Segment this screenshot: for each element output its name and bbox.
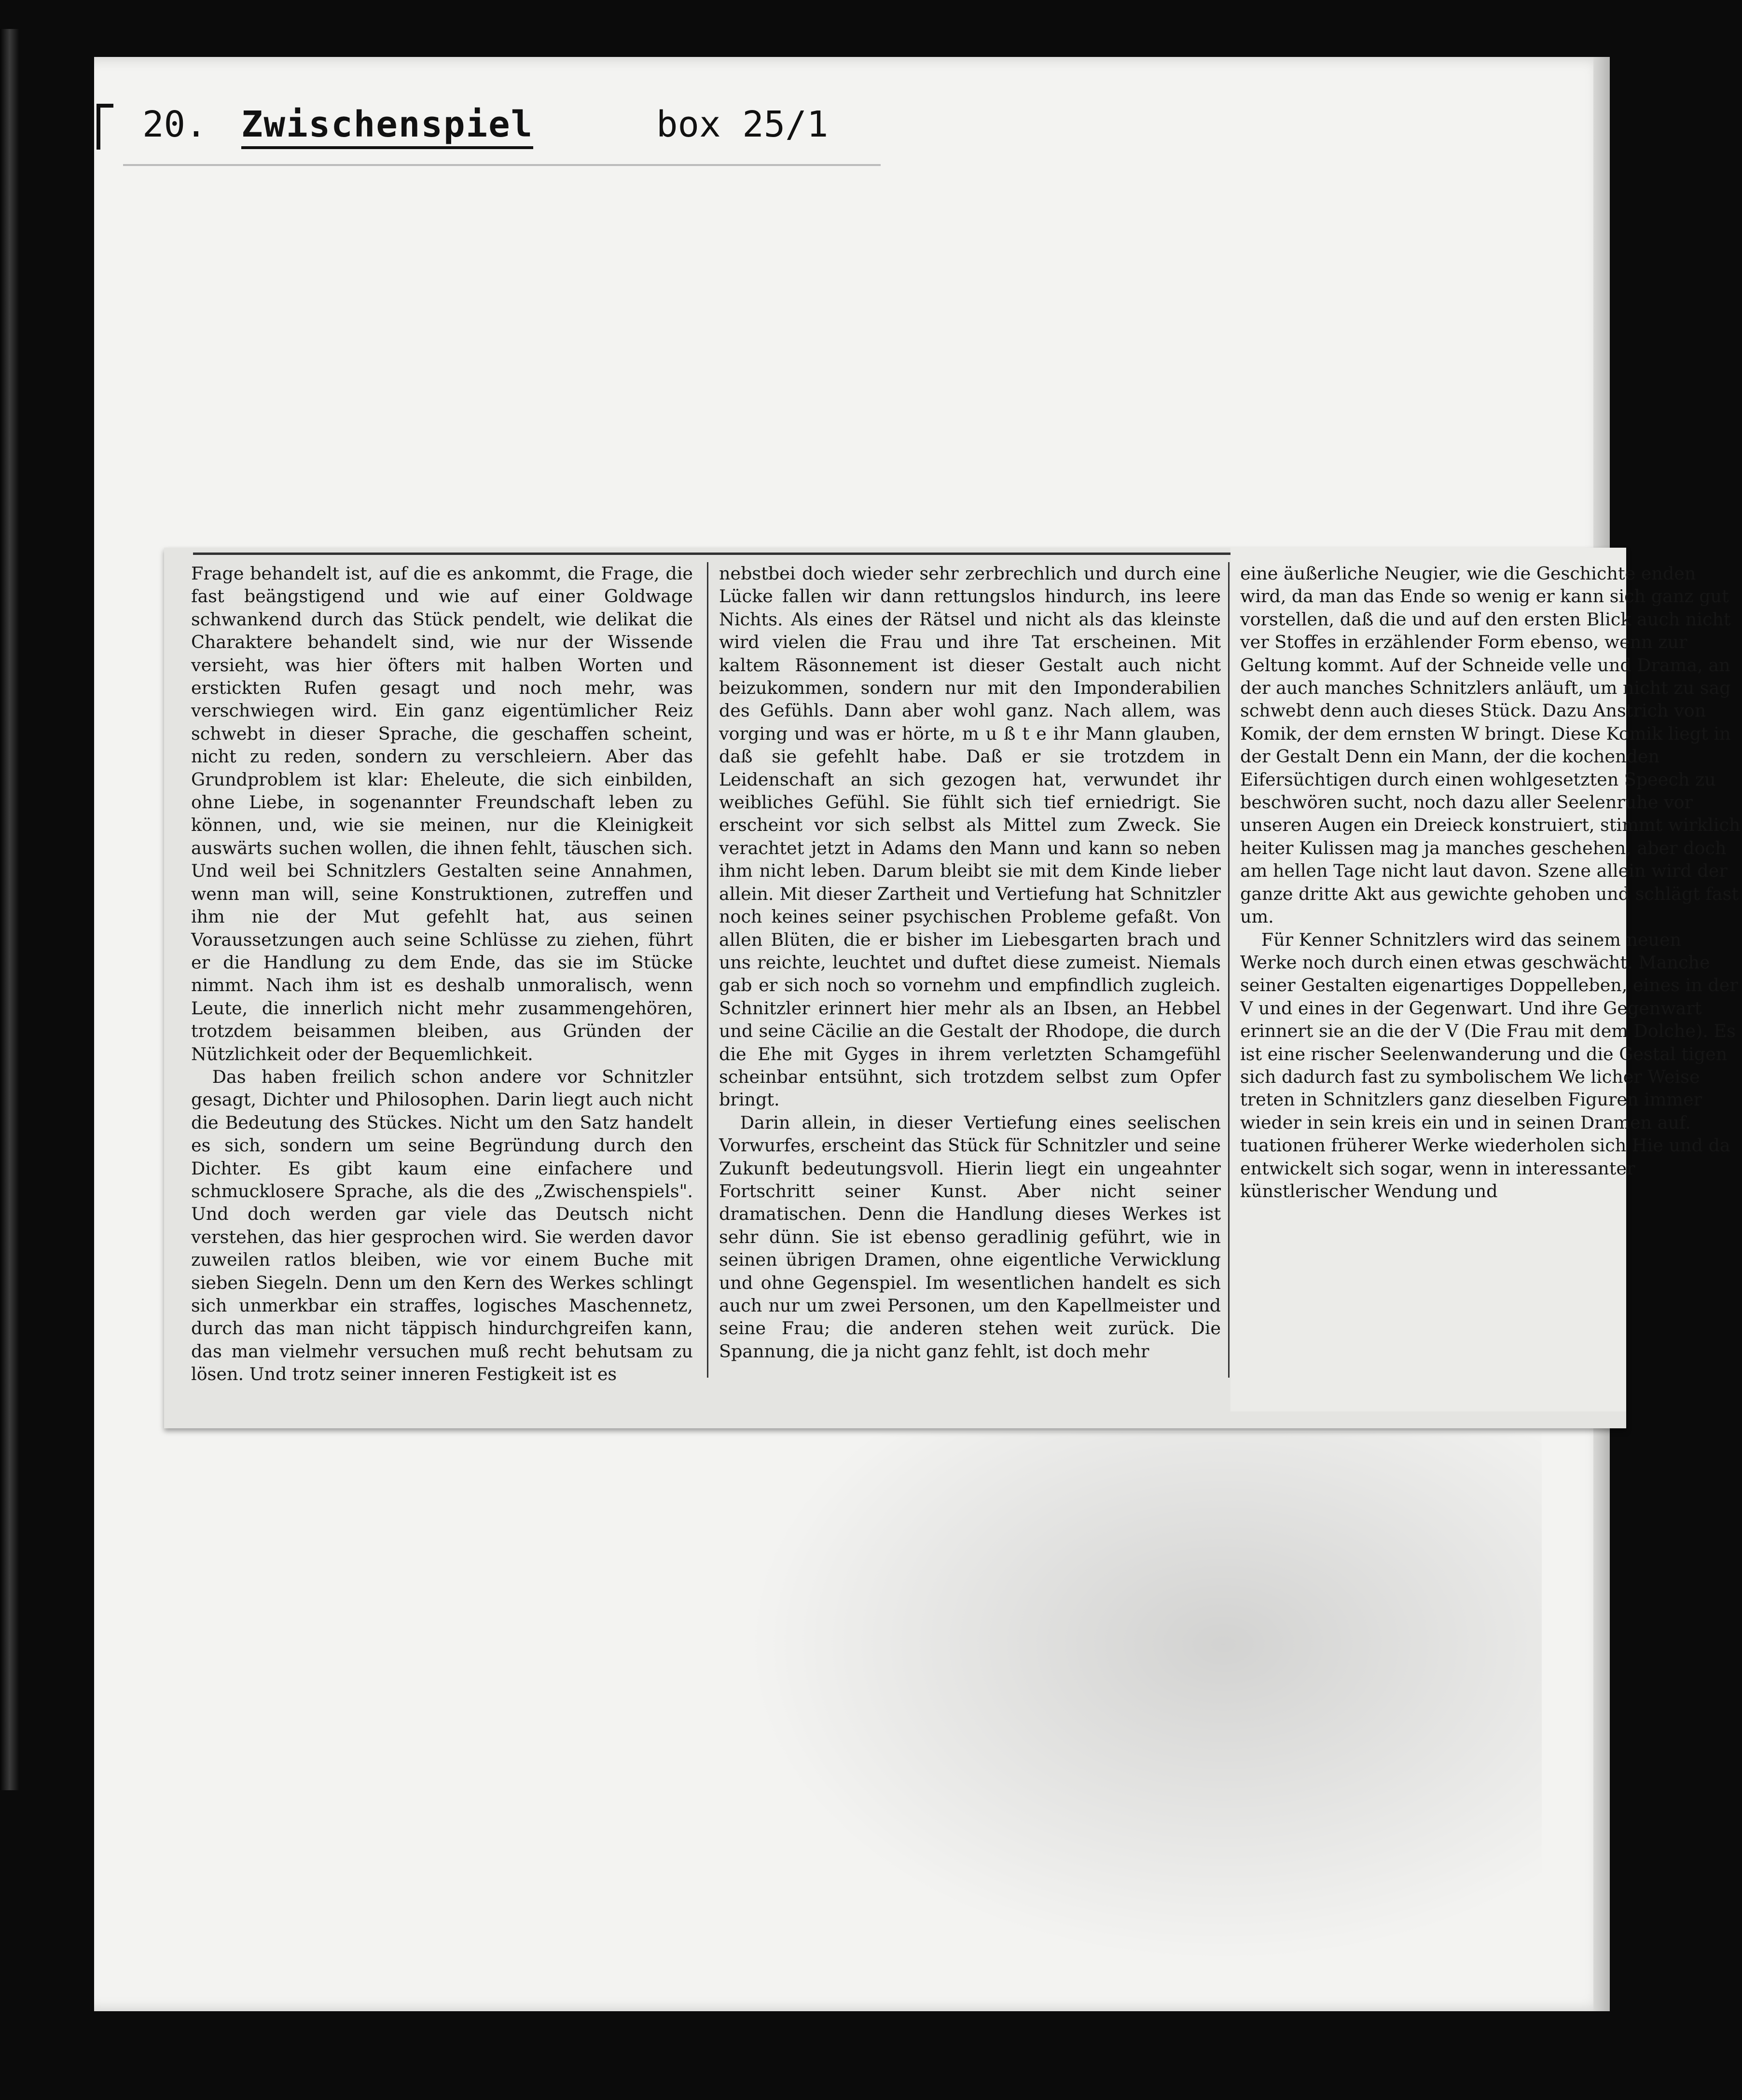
article-paragraph: Das haben freilich schon andere vor Schnitzler gesagt, Dichter und Philosophen. Darin liegt auch nicht die Bedeutung des Stückes. Nicht um den Satz handelt es sich, sondern um seine Begründung durch den Dichter. Es gibt kaum eine einfachere und schmucklosere Sprache, als die des „Zwischenspiels". Und doch werden gar viele das Deutsch nicht verstehen, das hier gesprochen wird. Sie werden davor zuweilen ratlos bleiben, wie vor einem Buche mit sieben Siegeln. Denn um den Kern des Werkes schlingt sich unmerkbar ein straffes, logisches Maschennetz, durch das man nicht täppisch hindurchgreifen kann, das man vielmehr versuchen muß recht behutsam zu lösen. Und trotz seiner inneren Festigkeit ist es	[191, 1066, 693, 1385]
article-column-1	[191, 562, 693, 1386]
archive-header	[118, 104, 829, 147]
column-divider	[1228, 562, 1230, 1378]
article-column-3	[1240, 562, 1741, 1202]
clipping-top-rule	[193, 553, 1399, 555]
folder-title: Zwischenspiel	[241, 104, 533, 149]
header-rule	[123, 164, 881, 166]
article-paragraph: nebstbei doch wieder sehr zerbrechlich und durch eine Lücke fallen wir dann rettungslos hindurch, ins leere Nichts. Als eines der Rätsel und nicht als das kleinste wird vielen die Frau und ihre Tat erscheinen. Mit kaltem Räsonnement ist dieser Gestalt auch nicht beizukommen, sondern nur mit den Imponderabilien des Gefühls. Dann aber wohl ganz. Nach allem, was vorging und was er hörte, m u ß t e ihr Mann glauben, daß sie gefehlt habe. Daß er sie trotzdem in Leidenschaft an sich gezogen hat, verwundet ihr weibliches Gefühl. Sie fühlt sich tief erniedrigt. Sie erscheint vor sich selbst als Mittel zum Zweck. Sie verachtet jetzt in Adams den Mann und kann so neben ihm nicht leben. Darum bleibt sie mit dem Kinde lieber allein. Mit dieser Zartheit und Vertiefung hat Schnitzler noch keines seiner psychischen Probleme gefaßt. Von allen Blüten, die er bisher im Liebesgarten brach und uns reichte, leuchtet und duftet diese zumeist. Niemals gab er sich noch so vornehm und empfindlich zugleich. Schnitzler erinnert hier mehr als an Ibsen, an Hebbel und seine Cäcilie an die Gestalt der Rhodope, die durch die Ehe mit Gyges in ihrem verletzten Schamgefühl scheinbar entsühnt, sich trotzdem selbst zum Opfer bringt.	[719, 563, 1221, 1110]
folder-number: 20.	[142, 104, 207, 145]
header-bracket	[97, 104, 100, 150]
article-paragraph: Frage behandelt ist, auf die es ankommt, die Frage, die fast beängstigend und wie auf einer Goldwage schwankend durch das Stück pendelt, wie delikat die Charaktere behandelt sind, wie nur der Wissende versieht, was hier öfters mit halben Worten und erstickten Rufen gesagt und noch mehr, was verschwiegen wird. Ein ganz eigentümlicher Reiz schwebt in dieser Sprache, die geschaffen scheint, nicht zu reden, sondern zu verschleiern. Aber das Grundproblem ist klar: Eheleute, die sich einbilden, ohne Liebe, in sogenannter Freundschaft leben zu können, und, wie sie meinen, nur die Kleinigkeit auswärts suchen wollen, die ihnen fehlt, täuschen sich. Und weil bei Schnitzlers Gestalten seine Annahmen, wenn man will, seine Konstruktionen, zutreffen und ihm nie der Mut gefehlt hat, aus seinen Voraussetzungen auch seine Schlüsse zu ziehen, führt er die Handlung zu dem Ende, das sie im Stücke nimmt. Nach ihm ist es deshalb unmoralisch, wenn Leute, die innerlich nicht mehr zusammengehören, trotzdem beisammen bleiben, aus Gründen der Nützlichkeit oder der Bequemlichkeit.	[191, 563, 693, 1064]
newspaper-clipping	[164, 548, 1741, 1428]
column-divider	[707, 562, 708, 1378]
article-paragraph: eine äußerliche Neugier, wie die Geschichte enden wird, da man das Ende so wenig er kann sich ganz gut vorstellen, daß die und auf den ersten Blick auch nicht ver Stoffes in erzählender Form ebenso, wenn zur Geltung kommt. Auf der Schneide velle und Drama, an der auch manches Schnitzlers anläuft, um nicht zu sag schwebt denn auch dieses Stück. Dazu Anstrich von Komik, der dem ernsten W bringt. Diese Komik liegt in der Gestalt Denn ein Mann, der die kochenden Eifersüchtigen durch einen wohlgesetzten Speech zu beschwören sucht, noch dazu aller Seelenruhe vor unseren Augen ein Dreieck konstruiert, stimmt wirklich heiter Kulissen mag ja manches geschehen, aber doch am hellen Tage nicht laut davon. Szene allein wird der ganze dritte Akt aus gewichte gehoben und schlägt fast um.	[1240, 563, 1741, 927]
scan-edge-strip	[0, 29, 19, 1790]
article-column-2	[719, 562, 1221, 1363]
article-paragraph: Darin allein, in dieser Vertiefung eines seelischen Vorwurfes, erscheint das Stück für Schnitzler und seine Zukunft bedeutungsvoll. Hierin liegt ein ungeahnter Fortschritt seiner Kunst. Aber nicht seiner dramatischen. Denn die Handlung dieses Werkes ist sehr dünn. Sie ist ebenso geradlinig geführt, wie in seinen übrigen Dramen, ohne eigentliche Verwicklung und ohne Gegenspiel. Im wesentlichen handelt es sich auch nur um zwei Personen, um den Kapellmeister und seine Frau; die anderen stehen weit zurück. Die Spannung, die ja nicht ganz fehlt, ist doch mehr	[719, 1112, 1221, 1362]
paper-stain	[746, 1432, 1542, 1963]
article-paragraph: Für Kenner Schnitzlers wird das seinem neuen Werke noch durch einen etwas geschwächt. Manche seiner Gestalten eigenartiges Doppelleben, eines in der V und eines in der Gegenwart. Und ihre Gegenwart erinnert sie an die der V (Die Frau mit dem Dolche). Es ist eine rischer Seelenwanderung und die Gestal tigen sich dadurch fast zu symbolischem We licher Weise treten in Schnitzlers ganz dieselben Figuren immer wieder in sein kreis ein und in seinen Dramen auf. tuationen früherer Werke wiederholen sich Hie und da entwickelt sich sogar, wenn in interessanter künstlerischer Wendung und	[1240, 929, 1738, 1202]
box-label: box 25/1	[656, 104, 829, 145]
